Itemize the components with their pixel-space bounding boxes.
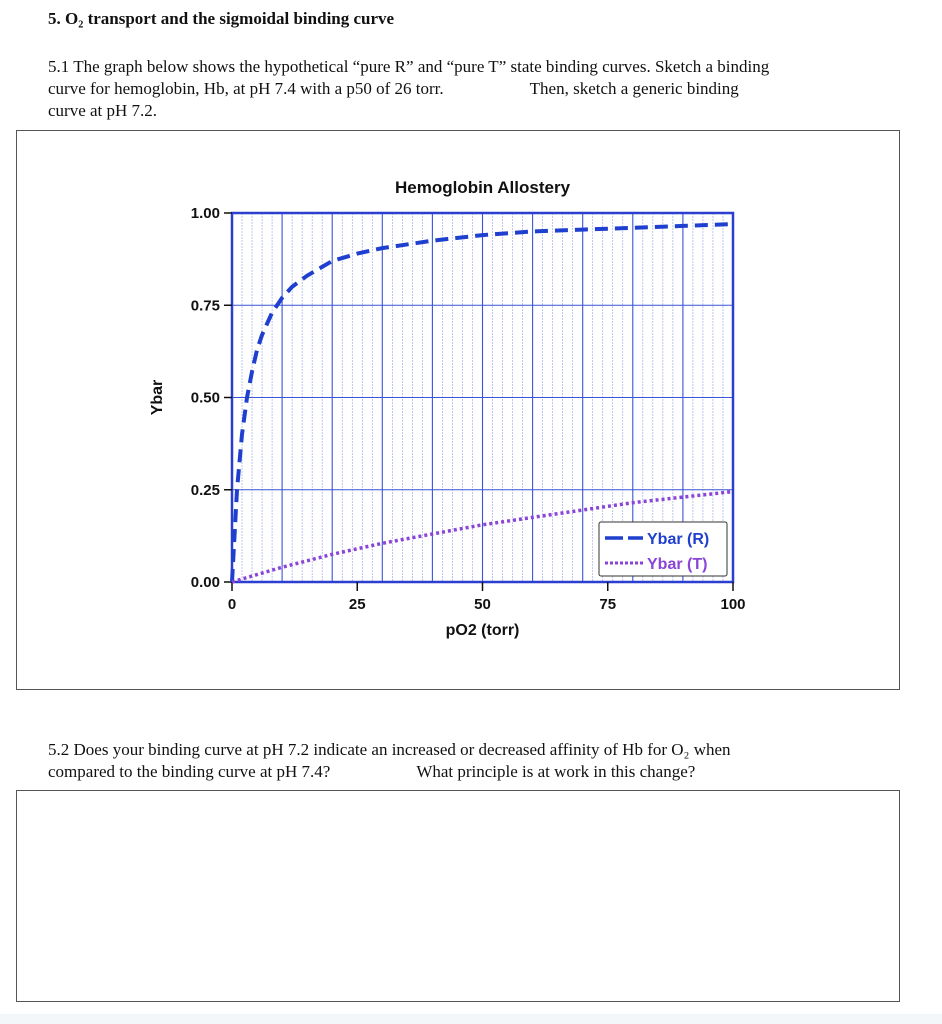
page-bottom-strip — [0, 1014, 942, 1024]
question-5-2-line-2 — [48, 761, 731, 783]
x-axis-label: pO2 (torr) — [445, 622, 520, 639]
legend-label-t: Ybar (T) — [647, 556, 708, 573]
legend-label-r: Ybar (R) — [647, 531, 710, 548]
question-5-1-line-1: 5.1 The graph below shows the hypothetical “pure R” and “pure T” state binding curves. Sketch a binding — [48, 57, 770, 76]
x-tick-label: 75 — [599, 596, 617, 613]
y-tick-label: 0.00 — [190, 574, 220, 591]
answer-box[interactable] — [16, 790, 900, 1002]
question-5-1-line-2 — [48, 78, 769, 100]
y-tick-label: 0.75 — [190, 297, 220, 315]
question-5-1-line-2a: curve for hemoglobin, Hb, at pH 7.4 with a p50 of 26 torr. — [48, 79, 444, 98]
question-5-2-line-1: 5.2 Does your binding curve at pH 7.2 indicate an increased or decreased affinity of Hb for O₂ when — [48, 740, 731, 759]
x-tick-label: 50 — [474, 596, 491, 613]
y-axis-label: Ybar — [149, 379, 166, 416]
x-tick-label: 100 — [720, 596, 746, 613]
x-tick-label: 0 — [227, 596, 237, 613]
question-5-2 — [48, 739, 731, 783]
question-5-2-line-2b: What principle is at work in this change? — [416, 762, 696, 781]
question-5-2-line-2a: compared to the binding curve at pH 7.4? — [48, 762, 331, 781]
chart-legend — [599, 522, 727, 576]
y-tick-label: 1.00 — [190, 205, 220, 222]
x-tick-label: 25 — [348, 596, 366, 613]
chart-title: Hemoglobin Allostery — [394, 178, 571, 197]
section-heading: 5. O₂ transport and the sigmoidal binding curve — [48, 9, 395, 28]
question-5-1-line-3: curve at pH 7.2. — [48, 101, 158, 120]
y-tick-label: 0.25 — [190, 481, 220, 499]
chart-frame — [16, 130, 900, 690]
y-tick-label: 0.50 — [190, 389, 220, 407]
hemoglobin-allostery-chart — [17, 131, 899, 689]
question-5-1 — [48, 56, 769, 122]
question-5-1-line-2b: Then, sketch a generic binding — [529, 79, 739, 98]
